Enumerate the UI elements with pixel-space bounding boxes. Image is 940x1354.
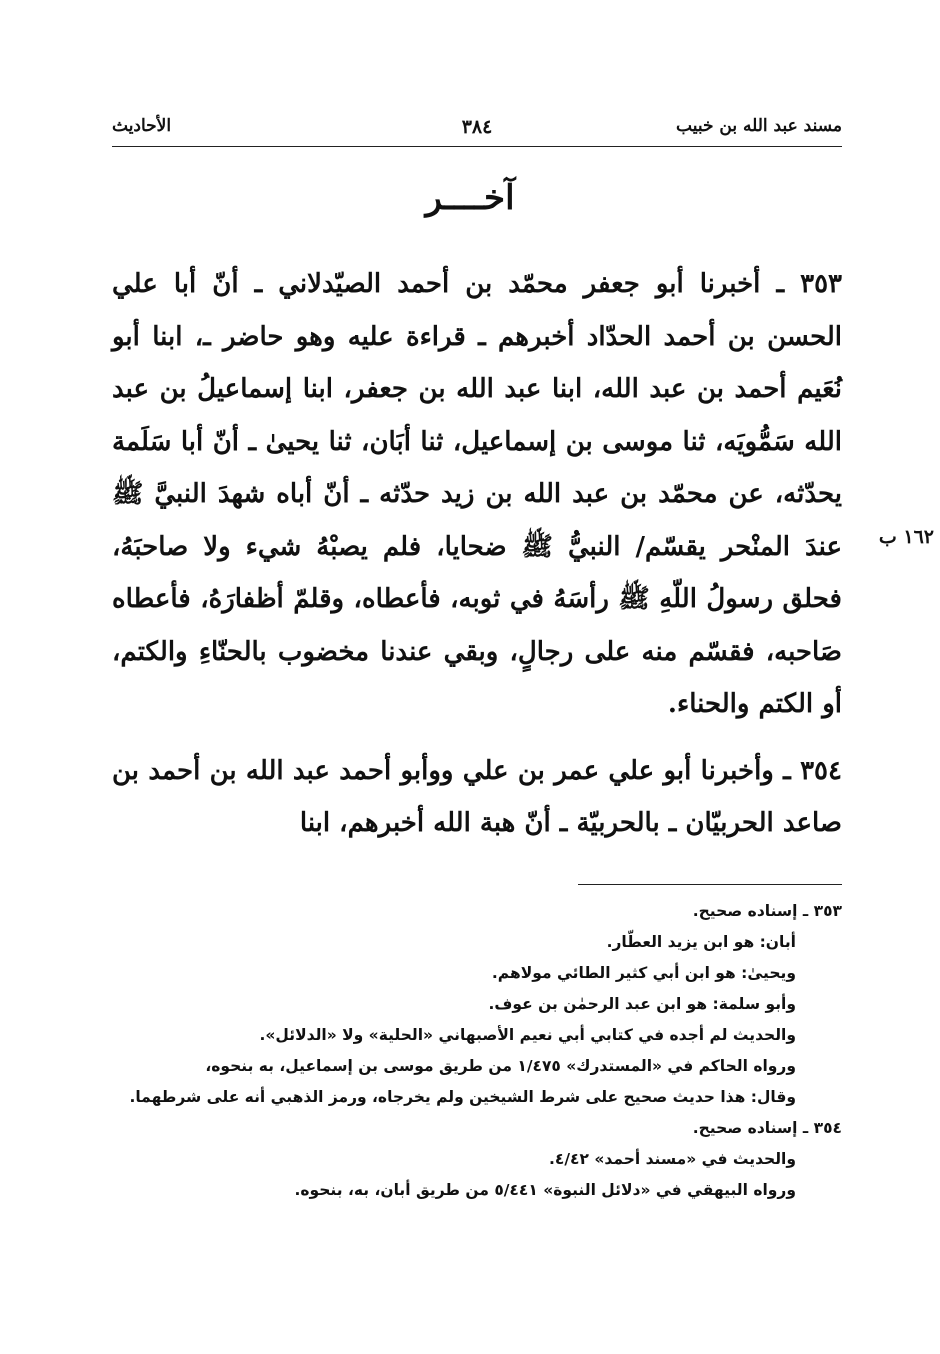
footnote-line: ٣٥٤ ـ إسناده صحيح. — [692, 1119, 842, 1137]
footnote-line: وأبو سلمة: هو ابن عبد الرحمٰن بن عوف. — [488, 995, 796, 1013]
hadith-number: ٣٥٤ ـ — [783, 755, 842, 786]
footnote-number: ٣٥٣ ـ — [802, 902, 842, 920]
footnote-line: ٣٥٣ ـ إسناده صحيح. — [692, 902, 842, 920]
footnote-line: ورواه البيهقي في «دلائل النبوة» ٥/٤٤١ من طريق أبان، به، بنحوه. — [294, 1181, 796, 1199]
header-book-title: مسند عبد الله بن خبيب — [676, 116, 842, 136]
header-divider — [112, 146, 842, 147]
footnote-line: أبان: هو ابن يزيد العطّار. — [606, 933, 796, 951]
main-text — [112, 258, 842, 864]
page-number: ٣٨٤ — [461, 116, 493, 138]
footnote-354 — [112, 1113, 842, 1206]
section-title: آخــــر — [425, 178, 515, 218]
hadith-text: وأخبرنا أبو علي عمر بن علي ووأبو أحمد عبد الله بن أحمد بن صاعد الحربيّان ـ بالحربيّة ـ أنّ هبة الله أخبرهم، ابنا — [112, 755, 842, 838]
footnote-line: ويحيىٰ: هو ابن أبي كثير الطائي مولاهم. — [491, 964, 796, 982]
hadith-text: أخبرنا أبو جعفر محمّد بن أحمد الصيّدلاني ـ أنّ أبا علي الحسن بن أحمد الحدّاد أخبرهم ـ قراءة عليه وهو حاضر ـ، ابنا أبو نُعَيم أحمد بن عبد الله، ابنا عبد الله بن جعفر، ابنا إسماعيلُ بن عبد الله سَمُّويَه، ثنا موسى بن إسماعيل، ثنا أبَان، ثنا يحيىٰ ـ أنّ أبا سَلَمة يحدّثه، عن محمّد بن عبد الله بن زيد حدّثه ـ أنّ أباه شهدَ النبيَّ ﷺ عندَ المنْحر يقسّم/ النبيُّ ﷺ ضحايا، فلم يصبْهُ شيء ولا صاحبَهُ، فحلق رسولُ اللّهِ ﷺ رأسَهُ في ثوبه، فأعطاه، وقلمّ أظفارَهُ، فأعطاه صَاحبه، فقسّم منه على رجالٍ، وبقي عندنا مخضوب بالحنّاءِ والكتم، أو الكتم والحناء. — [112, 269, 843, 719]
hadith-353 — [112, 258, 842, 731]
hadith-number: ٣٥٣ ـ — [776, 269, 843, 299]
footnote-line: ورواه الحاكم في «المستدرك» ١/٤٧٥ من طريق موسى بن إسماعيل، به بنحوه، — [205, 1057, 796, 1075]
footnote-line: وقال: هذا حديث صحيح على شرط الشيخين ولم يخرجاه، ورمز الذهبي أنه على شرطهما. — [129, 1088, 796, 1106]
footnote-line: والحديث في «مسند أحمد» ٤/٤٢. — [549, 1150, 796, 1168]
footnote-number: ٣٥٤ ـ — [802, 1119, 842, 1137]
hadith-354 — [112, 745, 842, 850]
footnote-divider — [578, 884, 842, 885]
footnote-353 — [112, 896, 842, 1113]
manuscript-folio-note: ١٦٢ ب — [878, 526, 934, 548]
footnotes — [112, 896, 842, 1206]
running-header — [112, 116, 842, 146]
header-section-name: الأحاديث — [112, 116, 172, 136]
footnote-line: والحديث لم أجده في كتابي أبي نعيم الأصبهاني «الحلية» ولا «الدلائل». — [259, 1026, 796, 1044]
